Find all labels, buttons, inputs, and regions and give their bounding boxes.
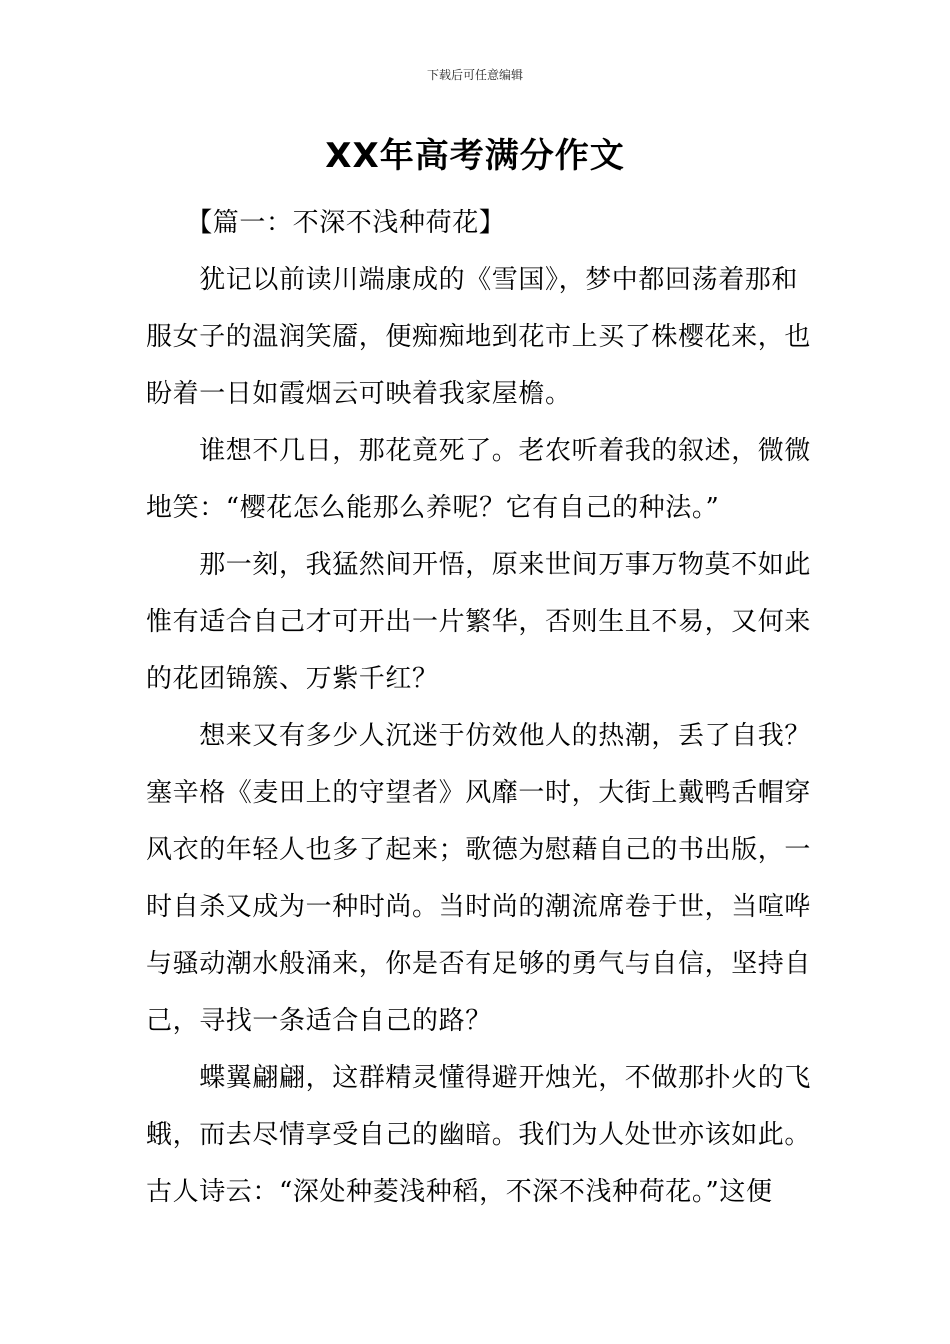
body-line: 盼着一日如霞烟云可映着我家屋檐。 <box>146 379 572 409</box>
body-line: 风衣的年轻人也多了起来；歌德为慰藉自己的书出版，一 <box>146 835 812 865</box>
section-heading: 【篇一：不深不浅种荷花】 <box>146 208 506 238</box>
body-line: 蛾，而去尽情享受自己的幽暗。我们为人处世亦该如此。 <box>146 1120 812 1150</box>
body-line: 服女子的温润笑靥，便痴痴地到花市上买了株樱花来，也 <box>146 322 812 352</box>
body-line: 那一刻，我猛然间开悟，原来世间万事万物莫不如此 <box>146 550 812 580</box>
body-line: 己，寻找一条适合自己的路？ <box>146 1006 492 1036</box>
body-line: 地笑：“樱花怎么能那么养呢？它有自己的种法。” <box>146 493 720 523</box>
body-line: 古人诗云：“深处种菱浅种稻，不深不浅种荷花。”这便 <box>146 1177 773 1207</box>
body-line: 惟有适合自己才可开出一片繁华，否则生且不易，又何来 <box>146 607 812 637</box>
header-note: 下载后可任意编辑 <box>426 68 523 82</box>
body-line: 蝶翼翩翩，这群精灵懂得避开烛光，不做那扑火的飞 <box>146 1063 812 1093</box>
body-line: 塞辛格《麦田上的守望者》风靡一时，大街上戴鸭舌帽穿 <box>146 778 812 808</box>
body-line: 想来又有多少人沉迷于仿效他人的热潮，丢了自我？ <box>146 721 812 751</box>
body-line: 时自杀又成为一种时尚。当时尚的潮流席卷于世，当喧哗 <box>146 892 812 922</box>
body-line: 犹记以前读川端康成的《雪国》，梦中都回荡着那和 <box>146 265 799 295</box>
page-title: XX年高考满分作文 <box>325 136 625 176</box>
body-line: 的花团锦簇、万紫千红？ <box>146 664 439 694</box>
body-line: 谁想不几日，那花竟死了。老农听着我的叙述，微微 <box>146 436 812 466</box>
body-line: 与骚动潮水般涌来，你是否有足够的勇气与自信，坚持自 <box>146 949 812 979</box>
